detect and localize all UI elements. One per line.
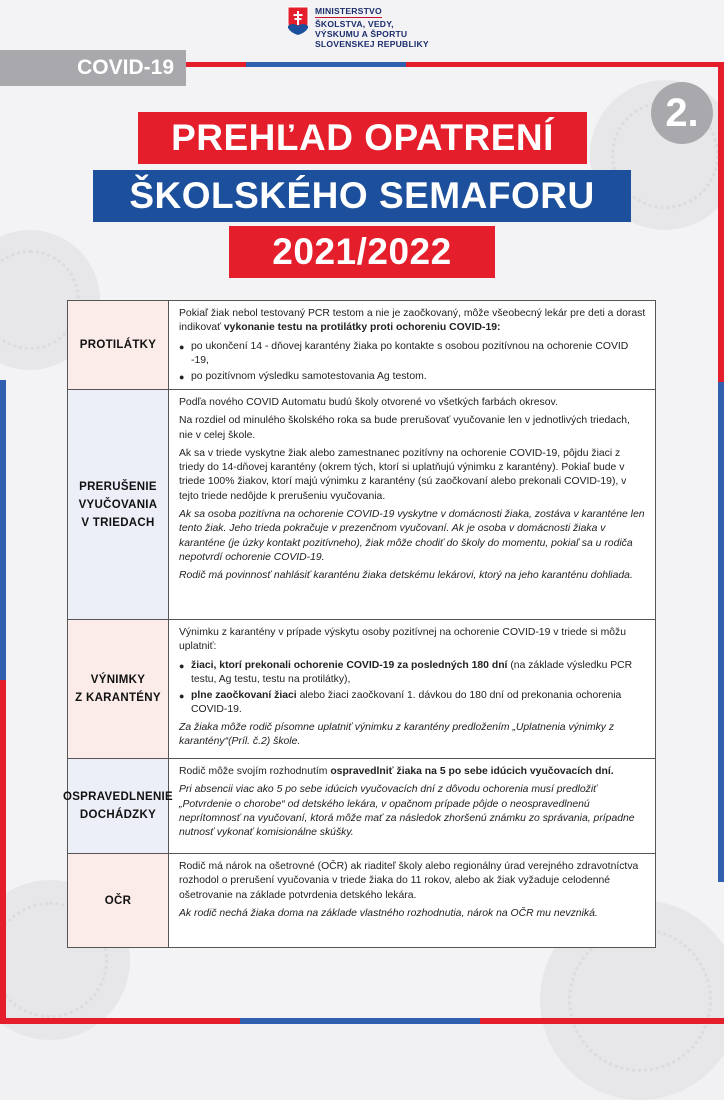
bullet-item: ● po ukončení 14 - dňovej karantény žiaka po kontakte s osobou pozitívnou na ochorenie COVID -19, xyxy=(179,340,646,369)
table-row-vynimky xyxy=(68,619,655,758)
paragraph: Výnimku z karantény v prípade výskytu osoby pozitívnej na ochorenie COVID-19 v triede si môžu uplatniť: xyxy=(179,627,627,653)
paragraph: Ak rodič nechá žiaka doma na základe vlastného rozhodnutia, nárok na OČR mu nevzniká. xyxy=(179,907,598,919)
ministry-line-3: VÝSKUMU A ŠPORTU xyxy=(315,29,408,39)
bullet-item: ● plne zaočkovaní žiaci alebo žiaci zaočkovaní 1. dávkou do 180 dní od prekonania ochorenia COVID-19. xyxy=(179,689,646,718)
title-line-1: PREHĽAD OPATRENÍ xyxy=(138,112,587,164)
title-line-3: 2021/2022 xyxy=(229,226,495,278)
paragraph: Pokiaľ žiak nebol testovaný PCR testom a nie je zaočkovaný, môže všeobecný lekár pre deti a dorast indikovať vykonanie testu na protilátky proti ochoreniu COVID-19: xyxy=(179,308,646,334)
page-number-badge: 2. xyxy=(651,82,713,144)
paragraph: Pri absencii viac ako 5 po sebe idúcich vyučovacích dní z dôvodu ochorenia musí predložiť „Potvrdenie o chorobe“ od detského lekára, v opačnom prípade pôjde o neospravedlnenú neprítomnosť na vyučovaní, ktorá môže mať za následok zhoršenú známku zo správania, prípadne nutnosť vykonať komisionálne skúšky. xyxy=(179,784,635,839)
paragraph: Rodič môže svojím rozhodnutím ospravedlniť žiaka na 5 po sebe idúcich vyučovacích dní. xyxy=(179,766,614,777)
row-content xyxy=(169,759,655,853)
measures-table xyxy=(62,300,656,948)
ministry-line-1: MINISTERSTVO xyxy=(315,6,382,16)
row-content xyxy=(169,390,655,619)
left-frame-red xyxy=(0,680,6,1024)
ministry-line-2: ŠKOLSTVA, VEDY, xyxy=(315,19,394,29)
paragraph: Podľa nového COVID Automatu budú školy otvorené vo všetkých farbách okresov. xyxy=(179,397,558,408)
row-content xyxy=(169,301,655,389)
row-content xyxy=(169,854,655,947)
paragraph: Rodič má povinnosť nahlásiť karanténu žiaka detskému lekárovi, ktorý na jeho karanténu dohliada. xyxy=(179,570,633,582)
table-row-prerusenie xyxy=(68,389,655,619)
paragraph: Ak sa v triede vyskytne žiak alebo zamestnanec pozitívny na ochorenie COVID-19, pôjdu žiaci z triedy do 14-dňovej karantény (okrem tých, ktorí si uplatňujú výnimku z karantény). Pokiaľ bude v triede 100% žiakov, ktorí majú výnimku z karantény (sú zaočkovaní alebo prekonali COVID-19), v tejto triede nedôjde k prerušeniu vyučovania. xyxy=(179,447,627,502)
paragraph: Ak sa osoba pozitívna na ochorenie COVID-19 vyskytne v domácnosti žiaka, zostáva v karanténe len tento žiak. Jeho trieda pokračuje v prezenčnom vyučovaní. Ak je osoba v domácnosti žiaka v karanténe (je úzky kontakt pozitívneho), žiak môže chodiť do školy do momentu, pokiaľ sa u rodiča nepotvrdí ochorenie COVID-19. xyxy=(179,509,645,563)
table-row-ospravedlnenie xyxy=(62,758,655,853)
covid-tag: COVID-19 xyxy=(0,50,186,86)
row-label: PROTILÁTKY xyxy=(68,301,169,389)
left-frame-blue xyxy=(0,380,6,680)
row-label: PRERUŠENIE VYUČOVANIA V TRIEDACH xyxy=(68,390,169,619)
ministry-logo xyxy=(287,6,429,49)
row-label: OČR xyxy=(68,854,169,947)
title-line-2: ŠKOLSKÉHO SEMAFORU xyxy=(93,170,631,222)
row-content xyxy=(169,620,655,758)
ministry-name xyxy=(315,6,429,49)
row-label: OSPRAVEDLNENIE DOCHÁDZKY xyxy=(68,759,169,853)
right-frame-blue xyxy=(718,382,724,882)
table-row-ocr xyxy=(68,853,655,947)
bottom-frame-blue xyxy=(240,1018,480,1024)
bullet-item: ● po pozitívnom výsledku samotestovania Ag testom. xyxy=(179,370,646,384)
table-row-protilatky xyxy=(68,301,655,389)
paragraph: Na rozdiel od minulého školského roka sa bude prerušovať vyučovanie len v jednotlivých triedach, nie v celej škole. xyxy=(179,415,630,441)
top-frame-line xyxy=(186,62,724,70)
paragraph: Rodič má nárok na ošetrovné (OČR) ak riaditeľ školy alebo regionálny úrad verejného zdravotníctva rozhodol o prerušení vyučovania v triede žiaka do 11 rokov, alebo ak žiak vyžaduje celodenné ošetrovanie na základe potvrdenia detského lekára. xyxy=(179,861,639,901)
slovak-crest-icon xyxy=(287,6,309,36)
right-frame-red xyxy=(718,62,724,382)
paragraph: Za žiaka môže rodič písomne uplatniť výnimku z karantény predložením „Uplatnenia výnimky z karantény“(Príl. č.2) škole. xyxy=(179,721,615,748)
row-label: VÝNIMKY Z KARANTÉNY xyxy=(68,620,169,758)
ministry-line-4: SLOVENSKEJ REPUBLIKY xyxy=(315,39,429,49)
bullet-item: ● žiaci, ktorí prekonali ochorenie COVID-19 za posledných 180 dní (na základe výsledku PCR testu, Ag testu, testu na protilátky), xyxy=(179,659,646,688)
